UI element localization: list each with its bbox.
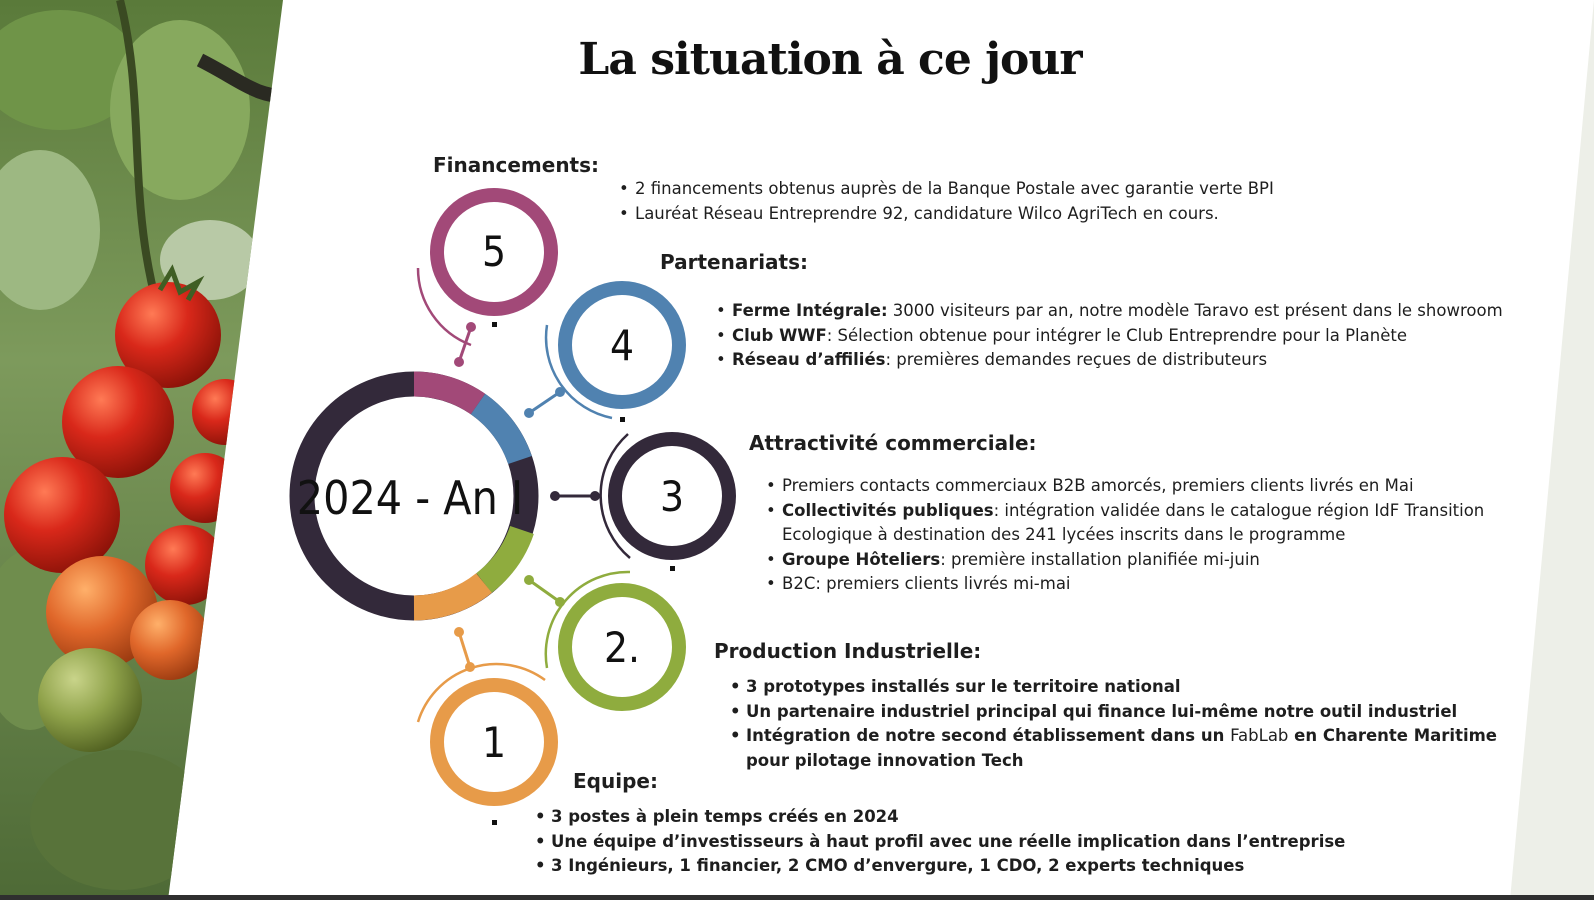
circle-5-number: 5: [481, 227, 507, 276]
circle-1: [437, 685, 551, 825]
list-item: • Premiers contacts commerciaux B2B amorcés, premiers clients livrés en Mai: [766, 474, 1484, 499]
list-item: • Groupe Hôteliers: première installation planifiée mi-juin: [766, 548, 1484, 573]
list-item: • 3 postes à plein temps créés en 2024: [535, 805, 1345, 830]
list-item: • Un partenaire industriel principal qui finance lui-même notre outil industriel: [730, 700, 1497, 725]
list-item: • Club WWF: Sélection obtenue pour intégrer le Club Entreprendre pour la Planète: [716, 324, 1503, 349]
circle-3-number: 3: [659, 472, 685, 521]
list-item: • 3 prototypes installés sur le territoire national: [730, 675, 1497, 700]
circle-2: [565, 590, 679, 704]
equipe-title: Equipe:: [573, 769, 658, 793]
tomato-photo: [0, 0, 290, 900]
financements-title: Financements:: [433, 153, 600, 177]
bottom-bar: [0, 895, 1594, 900]
list-item: • 3 Ingénieurs, 1 financier, 2 CMO d’envergure, 1 CDO, 2 experts techniques: [535, 854, 1345, 879]
partenariats-title: Partenariats:: [660, 250, 809, 274]
equipe-list: [535, 805, 1345, 879]
page-title: La situation à ce jour: [578, 34, 1082, 85]
list-item: • Ferme Intégrale: 3000 visiteurs par an, notre modèle Taravo est présent dans le showroom: [716, 299, 1503, 324]
production-list: [730, 675, 1497, 773]
list-item: • Intégration de notre second établissement dans un FabLab en Charente Maritime pour pilotage innovation Tech: [730, 724, 1497, 773]
attractivite-title: Attractivité commerciale:: [749, 431, 1037, 455]
list-item: • 2 financements obtenus auprès de la Banque Postale avec garantie verte BPI: [619, 177, 1274, 202]
circle-1-number: 1: [481, 718, 507, 767]
center-label: 2024 - An I: [296, 471, 524, 525]
circle-5: [437, 195, 551, 327]
list-item: • Réseau d’affiliés: premières demandes reçues de distributeurs: [716, 348, 1503, 373]
circle-4: [565, 288, 679, 422]
attractivite-list: [766, 474, 1484, 597]
list-item: • Une équipe d’investisseurs à haut profil avec une réelle implication dans l’entreprise: [535, 830, 1345, 855]
circle-3: [615, 439, 729, 571]
partenariats-list: [716, 299, 1503, 373]
circle-4-number: 4: [609, 321, 635, 370]
right-edge-band: [1510, 0, 1594, 900]
circle-2-number: 2.: [603, 623, 641, 672]
list-item: • Collectivités publiques: intégration validée dans le catalogue région IdF Transition Ecologique à destination des 241 lycées inscrits dans le programme: [766, 499, 1484, 548]
financements-list: [619, 177, 1274, 226]
production-title: Production Industrielle:: [714, 639, 982, 663]
list-item: • Lauréat Réseau Entreprendre 92, candidature Wilco AgriTech en cours.: [619, 202, 1274, 227]
list-item: • B2C: premiers clients livrés mi-mai: [766, 572, 1484, 597]
